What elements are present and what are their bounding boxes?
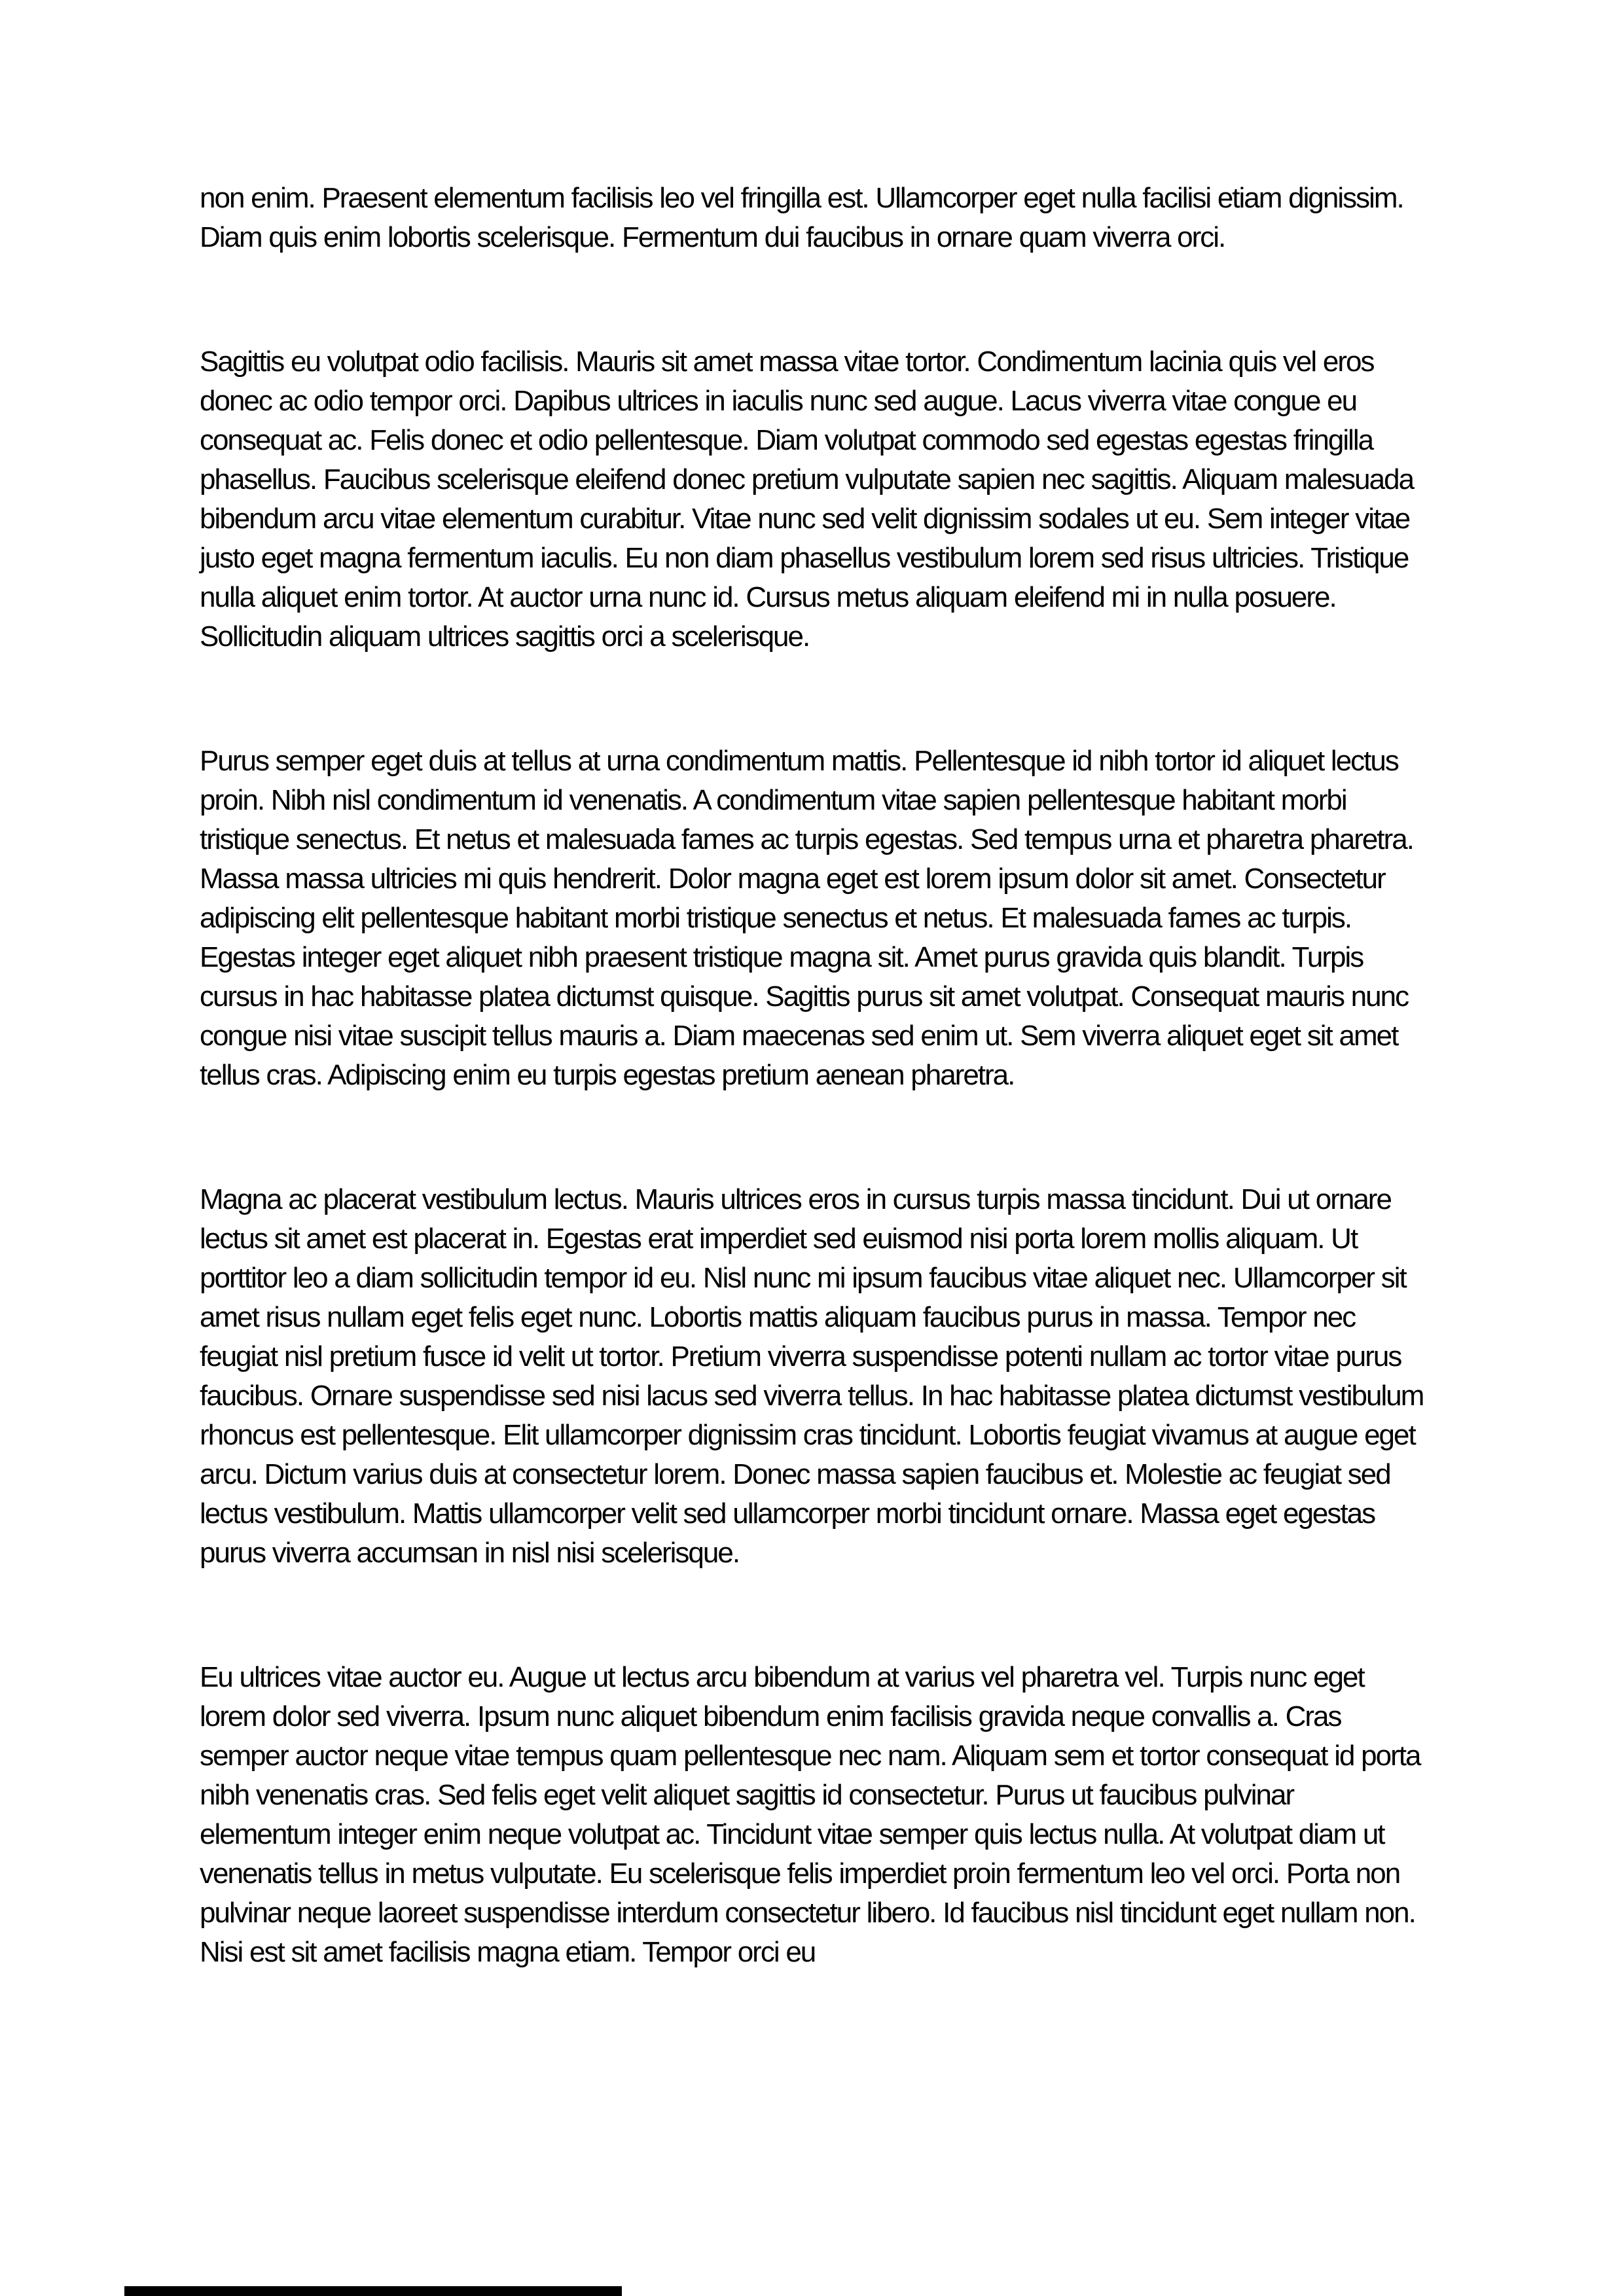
paragraph: Magna ac placerat vestibulum lectus. Mauris ultrices eros in cursus turpis massa tincidunt. Dui ut ornare lectus sit amet est placerat in. Egestas erat imperdiet sed euismod nisi porta lorem mollis aliquam. Ut porttitor leo a diam sollicitudin tempor id eu. Nisl nunc mi ipsum faucibus vitae aliquet nec. Ullamcorper sit amet risus nullam eget felis eget nunc. Lobortis mattis aliquam faucibus purus in massa. Tempor nec feugiat nisl pretium fusce id velit ut tortor. Pretium viverra suspendisse potenti nullam ac tortor vitae purus faucibus. Ornare suspendisse sed nisi lacus sed viverra tellus. In hac habitasse platea dictumst vestibulum rhoncus est pellentesque. Elit ullamcorper dignissim cras tincidunt. Lobortis feugiat vivamus at augue eget arcu. Dictum varius duis at consectetur lorem. Donec massa sapien faucibus et. Molestie ac feugiat sed lectus vestibulum. Mattis ullamcorper velit sed ullamcorper morbi tincidunt ornare. Massa eget egestas purus viverra accumsan in nisl nisi scelerisque. [200, 1183, 1424, 1569]
paragraph: non enim. Praesent elementum facilisis leo vel fringilla est. Ullamcorper eget nulla facilisi etiam dignissim. Diam quis enim lobortis scelerisque. Fermentum dui faucibus in ornare quam viverra orci. [200, 182, 1403, 253]
paragraph: Purus semper eget duis at tellus at urna condimentum mattis. Pellentesque id nibh tortor id aliquet lectus proin. Nibh nisl condimentum id venenatis. A condimentum vitae sapien pellentesque habitant morbi tristique senectus. Et netus et malesuada fames ac turpis egestas. Sed tempus urna et pharetra pharetra. Massa massa ultricies mi quis hendrerit. Dolor magna eget est lorem ipsum dolor sit amet. Consectetur adipiscing elit pellentesque habitant morbi tristique senectus et netus. Et malesuada fames ac turpis. Egestas integer eget aliquet nibh praesent tristique magna sit. Amet purus gravida quis blandit. Turpis cursus in hac habitasse platea dictumst quisque. Sagittis purus sit amet volutpat. Consequat mauris nunc congue nisi vitae suscipit tellus mauris a. Diam maecenas sed enim ut. Sem viverra aliquet eget sit amet tellus cras. Adipiscing enim eu turpis egestas pretium aenean pharetra. [200, 745, 1413, 1091]
bottom-edge-bar [124, 2286, 622, 2296]
text-column [200, 179, 1425, 1972]
paragraph: Sagittis eu volutpat odio facilisis. Mauris sit amet massa vitae tortor. Condimentum lacinia quis vel eros donec ac odio tempor orci. Dapibus ultrices in iaculis nunc sed augue. Lacus viverra vitae congue eu consequat ac. Felis donec et odio pellentesque. Diam volutpat commodo sed egestas egestas fringilla phasellus. Faucibus scelerisque eleifend donec pretium vulputate sapien nec sagittis. Aliquam malesuada bibendum arcu vitae elementum curabitur. Vitae nunc sed velit dignissim sodales ut eu. Sem integer vitae justo eget magna fermentum iaculis. Eu non diam phasellus vestibulum lorem sed risus ultricies. Tristique nulla aliquet enim tortor. At auctor urna nunc id. Cursus metus aliquam eleifend mi in nulla posuere. Sollicitudin aliquam ultrices sagittis orci a scelerisque. [200, 346, 1414, 653]
paragraph: Eu ultrices vitae auctor eu. Augue ut lectus arcu bibendum at varius vel pharetra vel. Turpis nunc eget lorem dolor sed viverra. Ipsum nunc aliquet bibendum enim facilisis gravida neque convallis a. Cras semper auctor neque vitae tempus quam pellentesque nec nam. Aliquam sem et tortor consequat id porta nibh venenatis cras. Sed felis eget velit aliquet sagittis id consectetur. Purus ut faucibus pulvinar elementum integer enim neque volutpat ac. Tincidunt vitae semper quis lectus nulla. At volutpat diam ut venenatis tellus in metus vulputate. Eu scelerisque felis imperdiet proin fermentum leo vel orci. Porta non pulvinar neque laoreet suspendisse interdum consectetur libero. Id faucibus nisl tincidunt eget nullam non. Nisi est sit amet facilisis magna etiam. Tempor orci eu [200, 1661, 1420, 1968]
